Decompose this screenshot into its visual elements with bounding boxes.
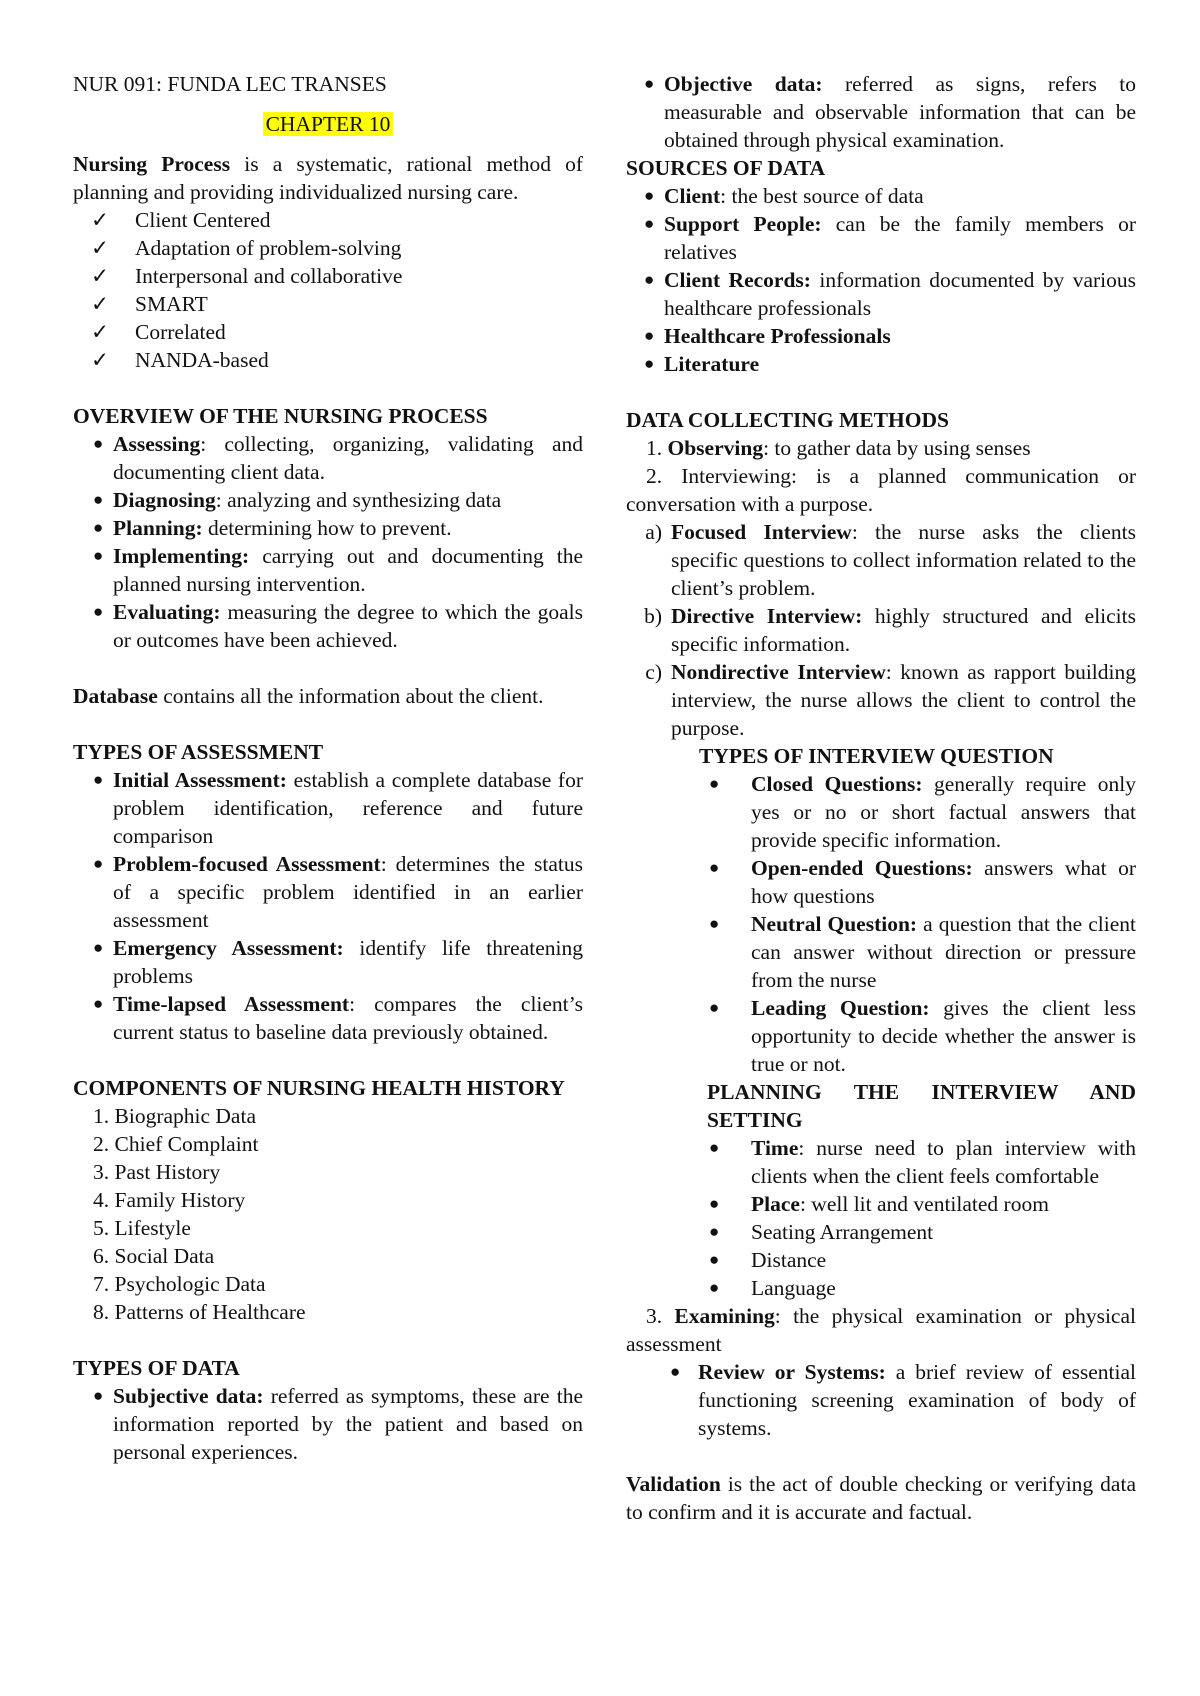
check-icon: ✓ — [91, 208, 110, 232]
list-item: ● Client Records: information documented by various healthcare professionals — [644, 268, 1137, 320]
bullet-icon: ● — [644, 74, 655, 93]
chapter-title: CHAPTER 10 — [263, 112, 394, 136]
list-item: 6. Social Data — [93, 1244, 215, 1268]
sources-heading: SOURCES OF DATA — [626, 156, 826, 180]
bullet-icon: ● — [709, 1250, 720, 1269]
list-item: ● Evaluating: measuring the degree to which the goals or outcomes have been achieved. — [93, 600, 583, 652]
list-item: ● Initial Assessment: establish a complete database for problem identification, reference and future comparison — [93, 768, 583, 848]
list-item: 4. Family History — [93, 1188, 246, 1212]
check-icon: ✓ — [91, 292, 110, 316]
bullet-icon: ● — [93, 602, 104, 621]
bullet-icon: ● — [644, 326, 655, 345]
list-item: a) Focused Interview: the nurse asks the clients specific questions to collect information related to the client’s problem. — [645, 520, 1136, 600]
list-item: ● Assessing: collecting, organizing, validating and documenting client data. — [93, 432, 583, 484]
assessment-list — [73, 766, 583, 1046]
list-item: ✓ Client Centered — [91, 208, 271, 232]
list-item: ● Time: nurse need to plan interview with clients when the client feels comfortable — [709, 1136, 1136, 1188]
interviewing-item: 2. Interviewing: is a planned communication or conversation with a purpose. — [626, 464, 1137, 516]
list-item: ✓ Adaptation of problem-solving — [91, 236, 402, 260]
interview-kinds-list — [626, 518, 1136, 742]
bullet-icon: ● — [93, 434, 104, 453]
list-item: 7. Psychologic Data — [93, 1272, 266, 1296]
list-item: ● Literature — [644, 352, 760, 376]
left-column — [73, 70, 583, 1466]
list-item: ● Leading Question: gives the client less opportunity to decide whether the answer is true or not. — [709, 996, 1136, 1076]
list-item: ● Planning: determining how to prevent. — [93, 516, 452, 540]
list-item: ● Problem-focused Assessment: determines the status of a specific problem identified in an earlier assessment — [93, 852, 583, 932]
list-item: ● Support People: can be the family members or relatives — [644, 212, 1136, 264]
assessment-heading: TYPES OF ASSESSMENT — [73, 740, 324, 764]
bullet-icon: ● — [93, 994, 104, 1013]
list-item: b) Directive Interview: highly structured and elicits specific information. — [644, 604, 1137, 656]
bullet-icon: ● — [709, 1222, 720, 1241]
list-item: 8. Patterns of Healthcare — [93, 1300, 306, 1324]
course-title: NUR 091: FUNDA LEC TRANSES — [73, 72, 387, 96]
bullet-icon: ● — [709, 1138, 720, 1157]
list-item: ✓ NANDA-based — [91, 348, 269, 372]
list-item: ● Client: the best source of data — [644, 184, 924, 208]
list-item: ✓ SMART — [91, 292, 208, 316]
overview-list — [73, 430, 583, 654]
bullet-icon: ● — [93, 546, 104, 565]
bullet-icon: ● — [93, 938, 104, 957]
list-item: ● Time-lapsed Assessment: compares the client’s current status to baseline data previously obtained. — [93, 992, 583, 1044]
list-item: ● Healthcare Professionals — [644, 324, 891, 348]
bullet-icon: ● — [670, 1362, 681, 1381]
check-icon: ✓ — [91, 348, 110, 372]
check-icon: ✓ — [91, 264, 110, 288]
examining-item: 3. Examining: the physical examination or physical assessment — [626, 1304, 1136, 1356]
check-icon: ✓ — [91, 236, 110, 260]
data-types-list — [73, 1382, 583, 1466]
bullet-icon: ● — [93, 518, 104, 537]
list-item: ● Diagnosing: analyzing and synthesizing data — [93, 488, 502, 512]
bullet-icon: ● — [709, 858, 720, 877]
methods-heading: DATA COLLECTING METHODS — [626, 408, 949, 432]
list-item: ● Objective data: referred as signs, refers to measurable and observable information that can be obtained through physical examination. — [644, 72, 1136, 152]
bullet-icon: ● — [709, 1194, 720, 1213]
sources-list — [626, 182, 1136, 378]
list-item: ● Neutral Question: a question that the client can answer without direction or pressure from the nurse — [709, 912, 1136, 992]
list-item: c) Nondirective Interview: known as rapport building interview, the nurse allows the client to control the purpose. — [645, 660, 1136, 740]
question-types-heading: TYPES OF INTERVIEW QUESTION — [699, 744, 1054, 768]
validation-def: Validation is the act of double checking or verifying data to confirm and it is accurate and factual. — [626, 1472, 1136, 1524]
list-item: ● Emergency Assessment: identify life threatening problems — [93, 936, 583, 988]
list-item: ● Review or Systems: a brief review of essential functioning screening examination of body of systems. — [670, 1360, 1136, 1440]
bullet-icon: ● — [644, 270, 655, 289]
bullet-icon: ● — [709, 998, 720, 1017]
data-types-heading: TYPES OF DATA — [73, 1356, 240, 1380]
list-item: ● Place: well lit and ventilated room — [709, 1192, 1049, 1216]
bullet-icon: ● — [93, 490, 104, 509]
database-def: Database contains all the information about the client. — [73, 684, 544, 708]
list-item: ✓ Correlated — [91, 320, 226, 344]
observing-item: 1. Observing: to gather data by using senses — [646, 436, 1031, 460]
bullet-icon: ● — [709, 774, 720, 793]
bullet-icon: ● — [93, 770, 104, 789]
bullet-icon: ● — [644, 186, 655, 205]
list-item: ● Distance — [709, 1248, 827, 1272]
question-types-list — [626, 770, 1136, 1078]
list-item: ● Closed Questions: generally require only yes or no or short factual answers that provide specific information. — [709, 772, 1136, 852]
list-item: 5. Lifestyle — [93, 1216, 191, 1240]
overview-heading: OVERVIEW OF THE NURSING PROCESS — [73, 404, 488, 428]
bullet-icon: ● — [709, 914, 720, 933]
list-item: ● Subjective data: referred as symptoms, these are the information reported by the patient and based on personal experiences. — [93, 1384, 583, 1464]
health-history-heading: COMPONENTS OF NURSING HEALTH HISTORY — [73, 1076, 565, 1100]
nursing-process-def: Nursing Process is a systematic, rational method of planning and providing individualized nursing care. — [73, 152, 583, 204]
list-item: 3. Past History — [93, 1160, 221, 1184]
nursing-process-traits — [73, 206, 583, 374]
list-item: ● Seating Arrangement — [709, 1220, 934, 1244]
planning-list — [626, 1134, 1136, 1302]
bullet-icon: ● — [93, 1386, 104, 1405]
bullet-icon: ● — [644, 354, 655, 373]
list-item: ● Open-ended Questions: answers what or how questions — [709, 856, 1136, 908]
bullet-icon: ● — [644, 214, 655, 233]
list-item: ● Language — [709, 1276, 836, 1300]
check-icon: ✓ — [91, 320, 110, 344]
bullet-icon: ● — [709, 1278, 720, 1297]
list-item: ✓ Interpersonal and collaborative — [91, 264, 403, 288]
list-item: 2. Chief Complaint — [93, 1132, 259, 1156]
data-types-list-cont — [626, 70, 1136, 154]
planning-heading: PLANNING THE INTERVIEW AND SETTING — [707, 1080, 1136, 1132]
bullet-icon: ● — [93, 854, 104, 873]
list-item: ● Implementing: carrying out and documenting the planned nursing intervention. — [93, 544, 583, 596]
health-history-list — [73, 1102, 583, 1326]
list-item: 1. Biographic Data — [93, 1104, 256, 1128]
right-column — [626, 70, 1136, 1526]
